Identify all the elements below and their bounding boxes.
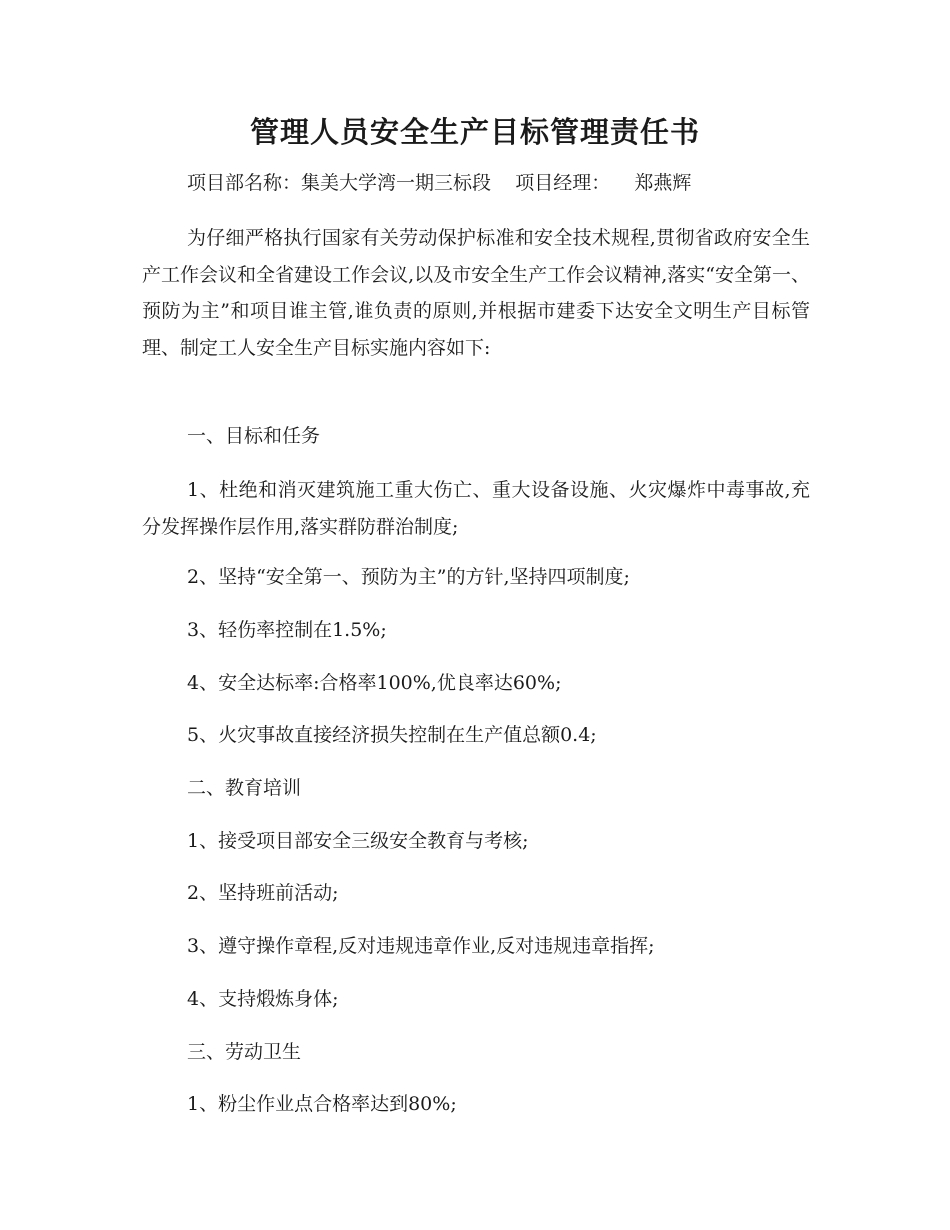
document-title: 管理人员安全生产目标管理责任书: [249, 115, 700, 149]
goal-item-3: 3、轻伤率控制在1.5%;: [187, 619, 387, 641]
section-heading-training: 二、教育培训: [187, 777, 302, 799]
health-item-1: 1、粉尘作业点合格率达到80%;: [187, 1093, 457, 1115]
spacer: [497, 172, 509, 194]
spacer: [616, 172, 628, 194]
goal-item-1: 1、杜绝和消灭建筑施工重大伤亡、重大设备设施、火灾爆炸中毒事故,充分发挥操作层作用,落实群防群治制度;: [142, 479, 810, 538]
training-item-2: 2、坚持班前活动;: [187, 882, 339, 904]
project-name-label: 项目部名称：集美大学湾一期三标段: [187, 172, 492, 194]
project-manager-name: 郑燕辉: [634, 172, 692, 194]
goal-item-5: 5、火灾事故直接经济损失控制在生产值总额0.4;: [187, 724, 597, 746]
training-item-3: 3、遵守操作章程,反对违规违章作业,反对违规违章指挥;: [187, 935, 655, 957]
goal-item-2: 2、坚持“安全第一、预防为主”的方针,坚持四项制度;: [187, 566, 630, 588]
training-item-4: 4、支持煅炼身体;: [187, 988, 339, 1010]
project-info-line: [187, 168, 691, 198]
intro-paragraph: 为仔细严格执行国家有关劳动保护标准和安全技术规程,贯彻省政府安全生产工作会议和全省建设工作会议,以及市安全生产工作会议精神,落实“安全第一、预防为主”和项目谁主管,谁负责的原则,并根据市建委下达安全文明生产目标管理、制定工人安全生产目标实施内容如下:: [142, 227, 810, 359]
goal-item-4: 4、安全达标率:合格率100%,优良率达60%;: [187, 672, 562, 694]
project-manager-label: 项目经理：: [515, 172, 611, 194]
section-heading-goals: 一、目标和任务: [187, 425, 321, 447]
section-heading-health: 三、劳动卫生: [187, 1041, 302, 1063]
training-item-1: 1、接受项目部安全三级安全教育与考核;: [187, 830, 529, 852]
